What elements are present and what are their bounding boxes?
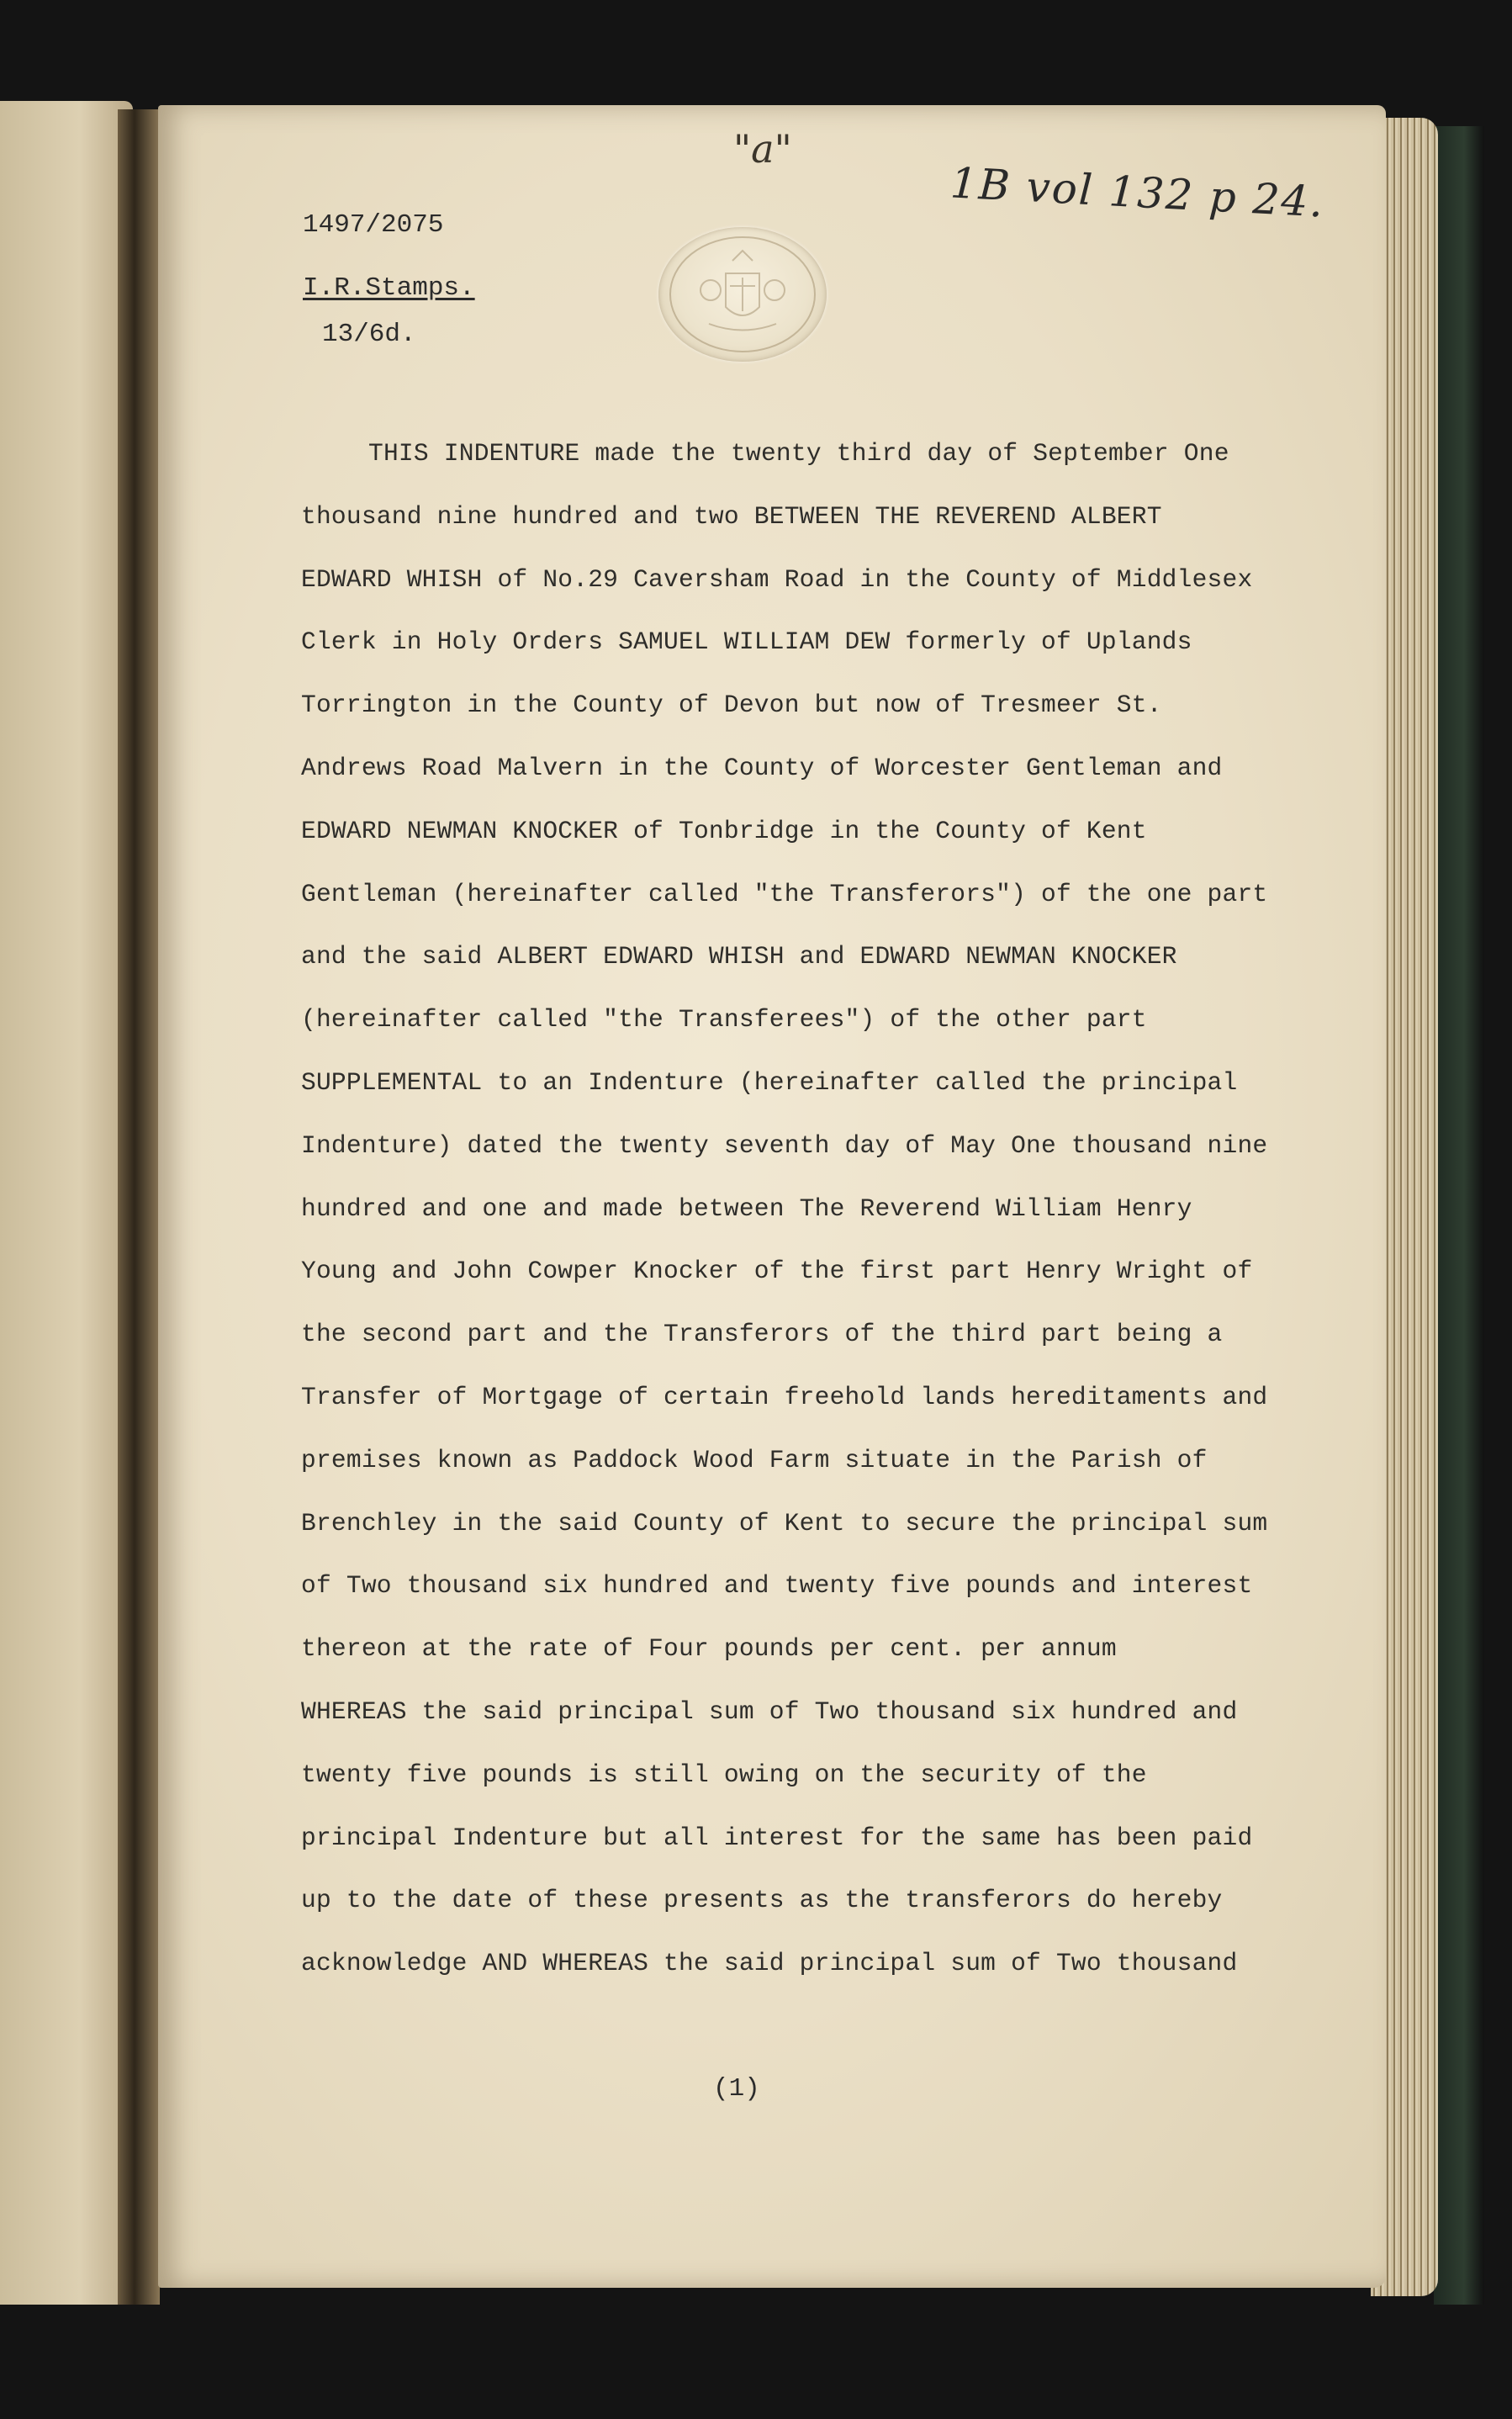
text-line: Young and John Cowper Knocker of the first part Henry Wright of	[301, 1257, 1253, 1286]
text-line: principal Indenture but all interest for the same has been paid	[301, 1823, 1253, 1852]
coat-of-arms-icon	[658, 227, 827, 362]
text-line: the second part and the Transferors of the third part being a	[301, 1320, 1223, 1349]
handwritten-note: 1B vol 132 p 24.	[949, 158, 1326, 227]
text-line: thereon at the rate of Four pounds per cent. per annum	[301, 1634, 1117, 1664]
text-line: Gentleman (hereinafter called "the Transferors") of the one part	[301, 879, 1268, 908]
text-line: premises known as Paddock Wood Farm situate in the Parish of	[301, 1445, 1208, 1474]
text-line: acknowledge AND WHEREAS the said principal sum of Two thousand	[301, 1949, 1238, 1978]
page-number: (1)	[713, 2074, 760, 2104]
text-line: EDWARD WHISH of No.29 Caversham Road in the County of Middlesex	[301, 564, 1253, 594]
text-line: EDWARD NEWMAN KNOCKER of Tonbridge in the County of Kent	[301, 816, 1147, 845]
book-cover-edge	[1434, 126, 1484, 2305]
text-line: Clerk in Holy Orders SAMUEL WILLIAM DEW formerly of Uplands	[301, 627, 1192, 657]
facing-page	[0, 101, 133, 2305]
text-line: twenty five pounds is still owing on the security of the	[301, 1760, 1147, 1789]
text-line: and the said ALBERT EDWARD WHISH and EDWARD NEWMAN KNOCKER	[301, 942, 1177, 971]
text-line: WHEREAS the said principal sum of Two thousand six hundred and	[301, 1697, 1238, 1726]
text-line: THIS INDENTURE made the twenty third day of September One	[368, 439, 1229, 468]
top-mark: "a"	[733, 126, 792, 172]
embossed-seal	[658, 227, 827, 362]
text-line: Brenchley in the said County of Kent to secure the principal sum	[301, 1508, 1268, 1538]
reference-number: 1497/2075	[303, 210, 444, 240]
text-line: Andrews Road Malvern in the County of Worcester Gentleman and	[301, 754, 1223, 782]
text-line: (hereinafter called "the Transferees") of the other part	[301, 1005, 1147, 1035]
text-line: of Two thousand six hundred and twenty five pounds and interest	[301, 1571, 1253, 1601]
text-line: hundred and one and made between The Reverend William Henry	[301, 1194, 1192, 1223]
stamps-amount: 13/6d.	[322, 320, 416, 349]
stamps-label: I.R.Stamps.	[303, 273, 475, 303]
text-line: Indenture) dated the twenty seventh day of May One thousand nine	[301, 1130, 1268, 1160]
book-binding	[118, 109, 160, 2305]
text-line: Torrington in the County of Devon but now of Tresmeer St.	[301, 691, 1162, 720]
text-line: SUPPLEMENTAL to an Indenture (hereinafter called the principal	[301, 1068, 1238, 1097]
text-line: thousand nine hundred and two BETWEEN THE REVEREND ALBERT	[301, 501, 1162, 531]
text-line: up to the date of these presents as the transferors do hereby	[301, 1886, 1223, 1915]
text-line: Transfer of Mortgage of certain freehold lands hereditaments and	[301, 1383, 1268, 1411]
